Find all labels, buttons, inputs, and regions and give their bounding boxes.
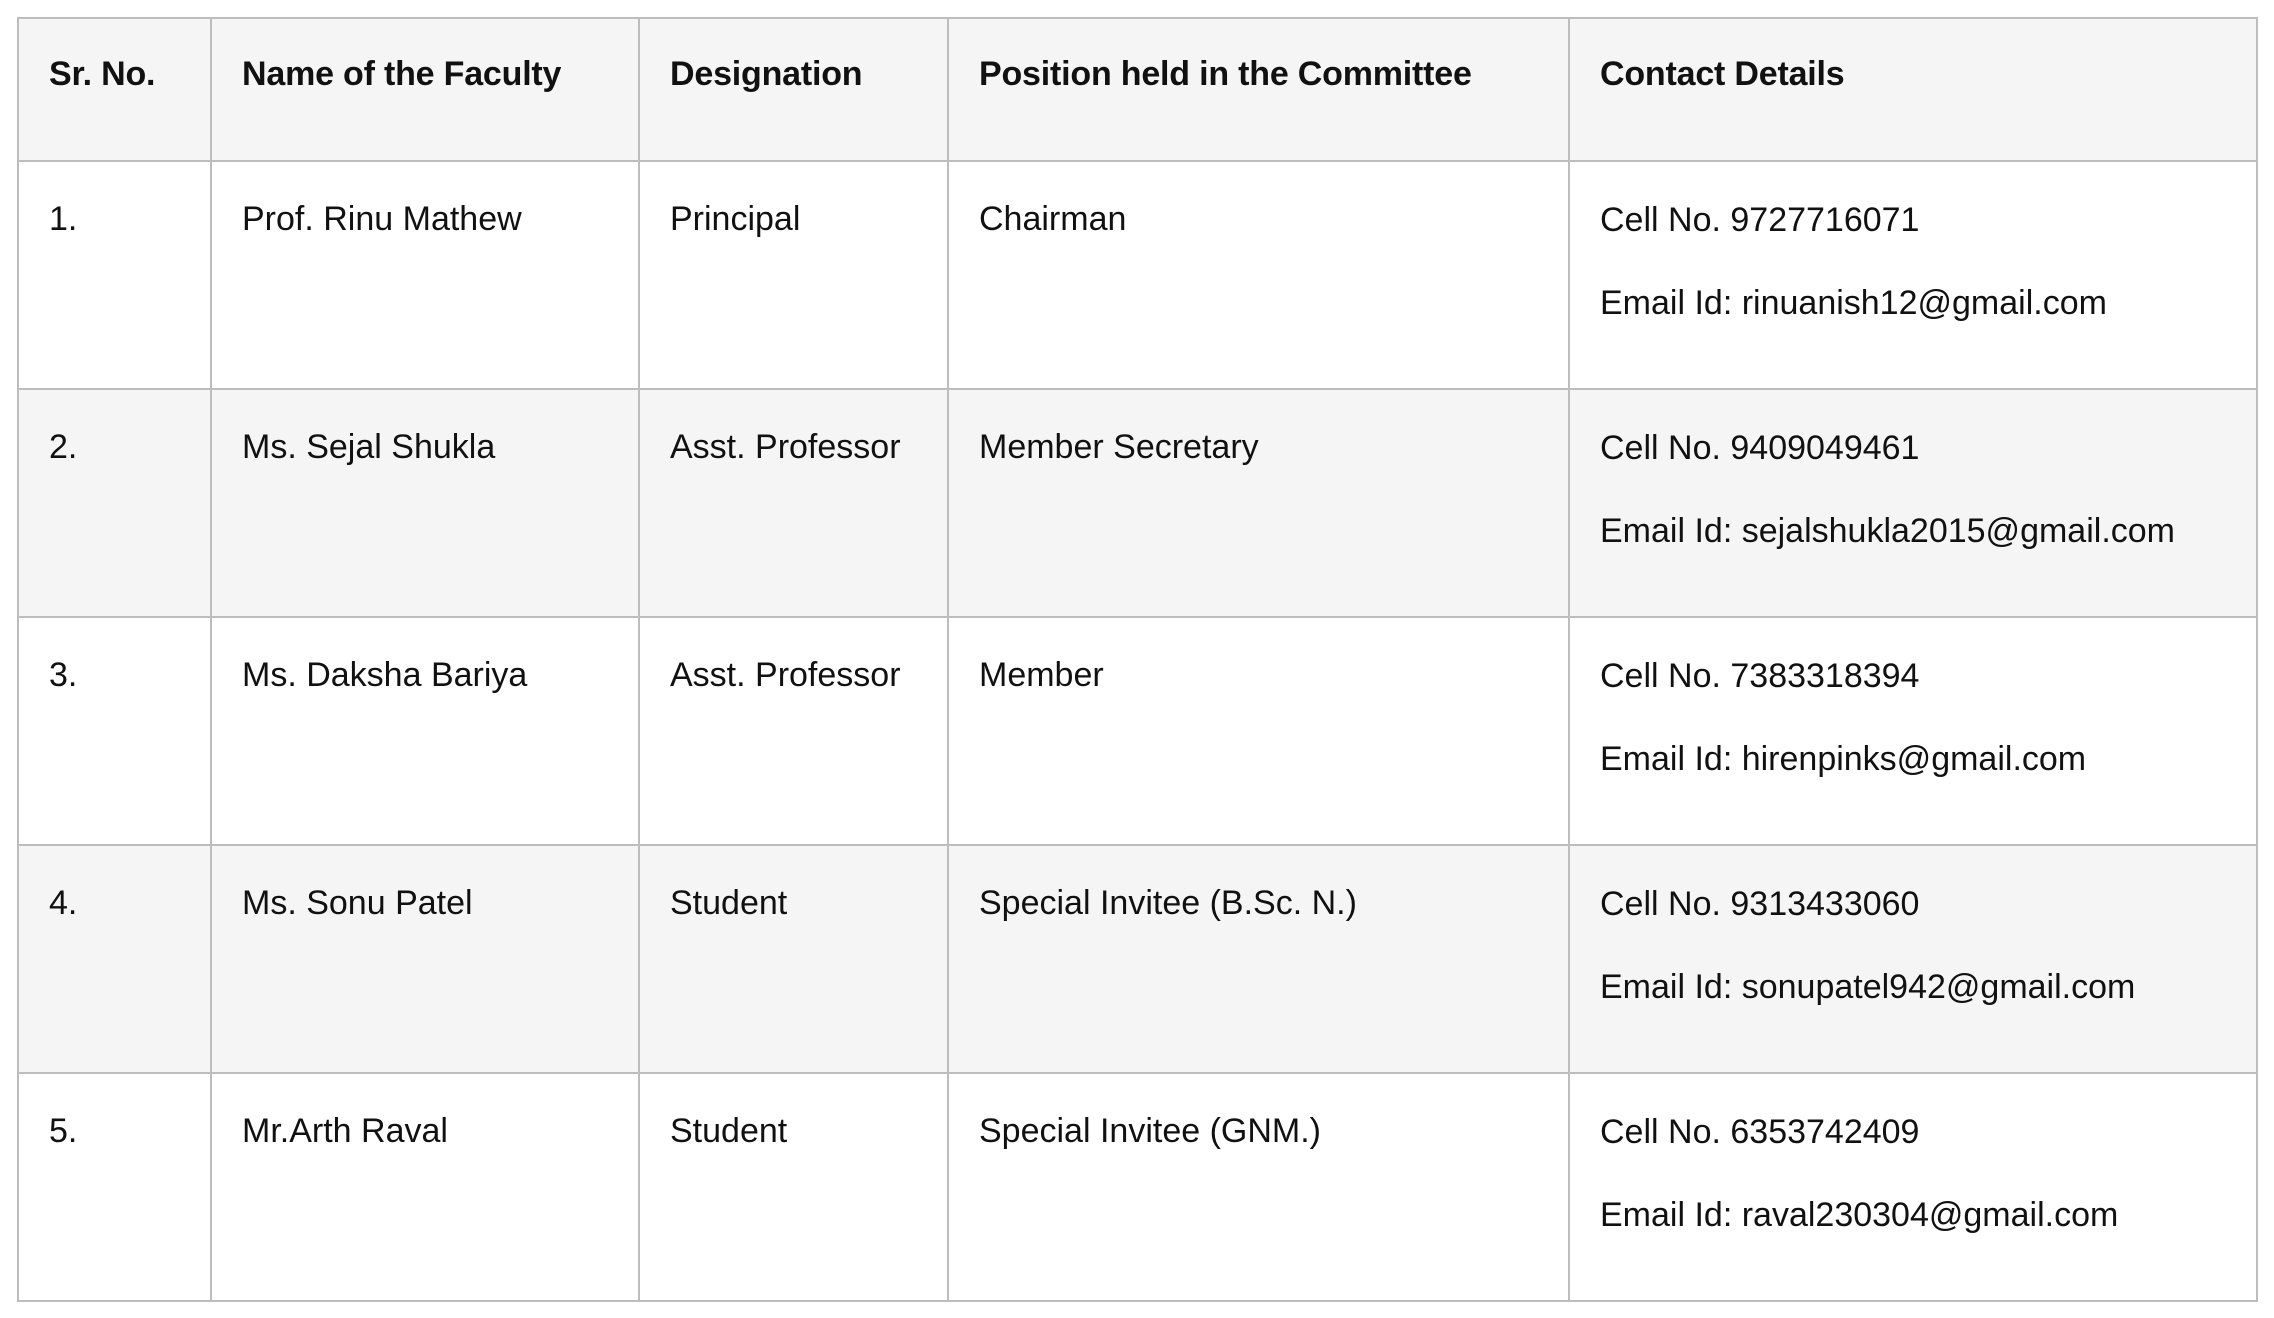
email-text: Email Id: hirenpinks@gmail.com <box>1600 740 2087 778</box>
cell-designation: Student <box>639 845 948 1073</box>
committee-table <box>17 17 2258 1302</box>
table-row <box>18 1073 2257 1301</box>
email-text: Email Id: sejalshukla2015@gmail.com <box>1600 512 2175 550</box>
header-sr-no: Sr. No. <box>18 18 211 161</box>
cell-designation: Asst. Professor <box>639 389 948 617</box>
cell-phone: Cell No. 7383318394 <box>1600 657 1920 695</box>
cell-position: Special Invitee (B.Sc. N.) <box>948 845 1569 1073</box>
email-text: Email Id: rinuanish12@gmail.com <box>1600 284 2107 322</box>
cell-designation: Asst. Professor <box>639 617 948 845</box>
cell-designation: Student <box>639 1073 948 1301</box>
cell-contact-details <box>1569 1073 2257 1301</box>
cell-position: Chairman <box>948 161 1569 389</box>
cell-position: Member Secretary <box>948 389 1569 617</box>
cell-contact-details <box>1569 845 2257 1073</box>
table-row <box>18 161 2257 389</box>
cell-designation: Principal <box>639 161 948 389</box>
cell-phone: Cell No. 6353742409 <box>1600 1113 1920 1151</box>
cell-position: Special Invitee (GNM.) <box>948 1073 1569 1301</box>
header-designation: Designation <box>639 18 948 161</box>
cell-phone: Cell No. 9409049461 <box>1600 429 1920 467</box>
table-row <box>18 389 2257 617</box>
cell-faculty-name: Prof. Rinu Mathew <box>211 161 639 389</box>
cell-faculty-name: Ms. Daksha Bariya <box>211 617 639 845</box>
cell-faculty-name: Mr.Arth Raval <box>211 1073 639 1301</box>
header-faculty-name: Name of the Faculty <box>211 18 639 161</box>
cell-contact-details <box>1569 617 2257 845</box>
cell-sr-no: 2. <box>18 389 211 617</box>
header-position: Position held in the Committee <box>948 18 1569 161</box>
cell-position: Member <box>948 617 1569 845</box>
cell-faculty-name: Ms. Sonu Patel <box>211 845 639 1073</box>
cell-faculty-name: Ms. Sejal Shukla <box>211 389 639 617</box>
cell-contact-details <box>1569 161 2257 389</box>
cell-contact-details <box>1569 389 2257 617</box>
cell-phone: Cell No. 9313433060 <box>1600 885 1920 923</box>
header-contact-details: Contact Details <box>1569 18 2257 161</box>
cell-sr-no: 1. <box>18 161 211 389</box>
cell-phone: Cell No. 9727716071 <box>1600 201 1920 239</box>
email-text: Email Id: sonupatel942@gmail.com <box>1600 968 2136 1006</box>
table-row <box>18 617 2257 845</box>
cell-sr-no: 3. <box>18 617 211 845</box>
table-header-row <box>18 18 2257 161</box>
cell-sr-no: 5. <box>18 1073 211 1301</box>
email-text: Email Id: raval230304@gmail.com <box>1600 1196 2119 1234</box>
table-row <box>18 845 2257 1073</box>
cell-sr-no: 4. <box>18 845 211 1073</box>
